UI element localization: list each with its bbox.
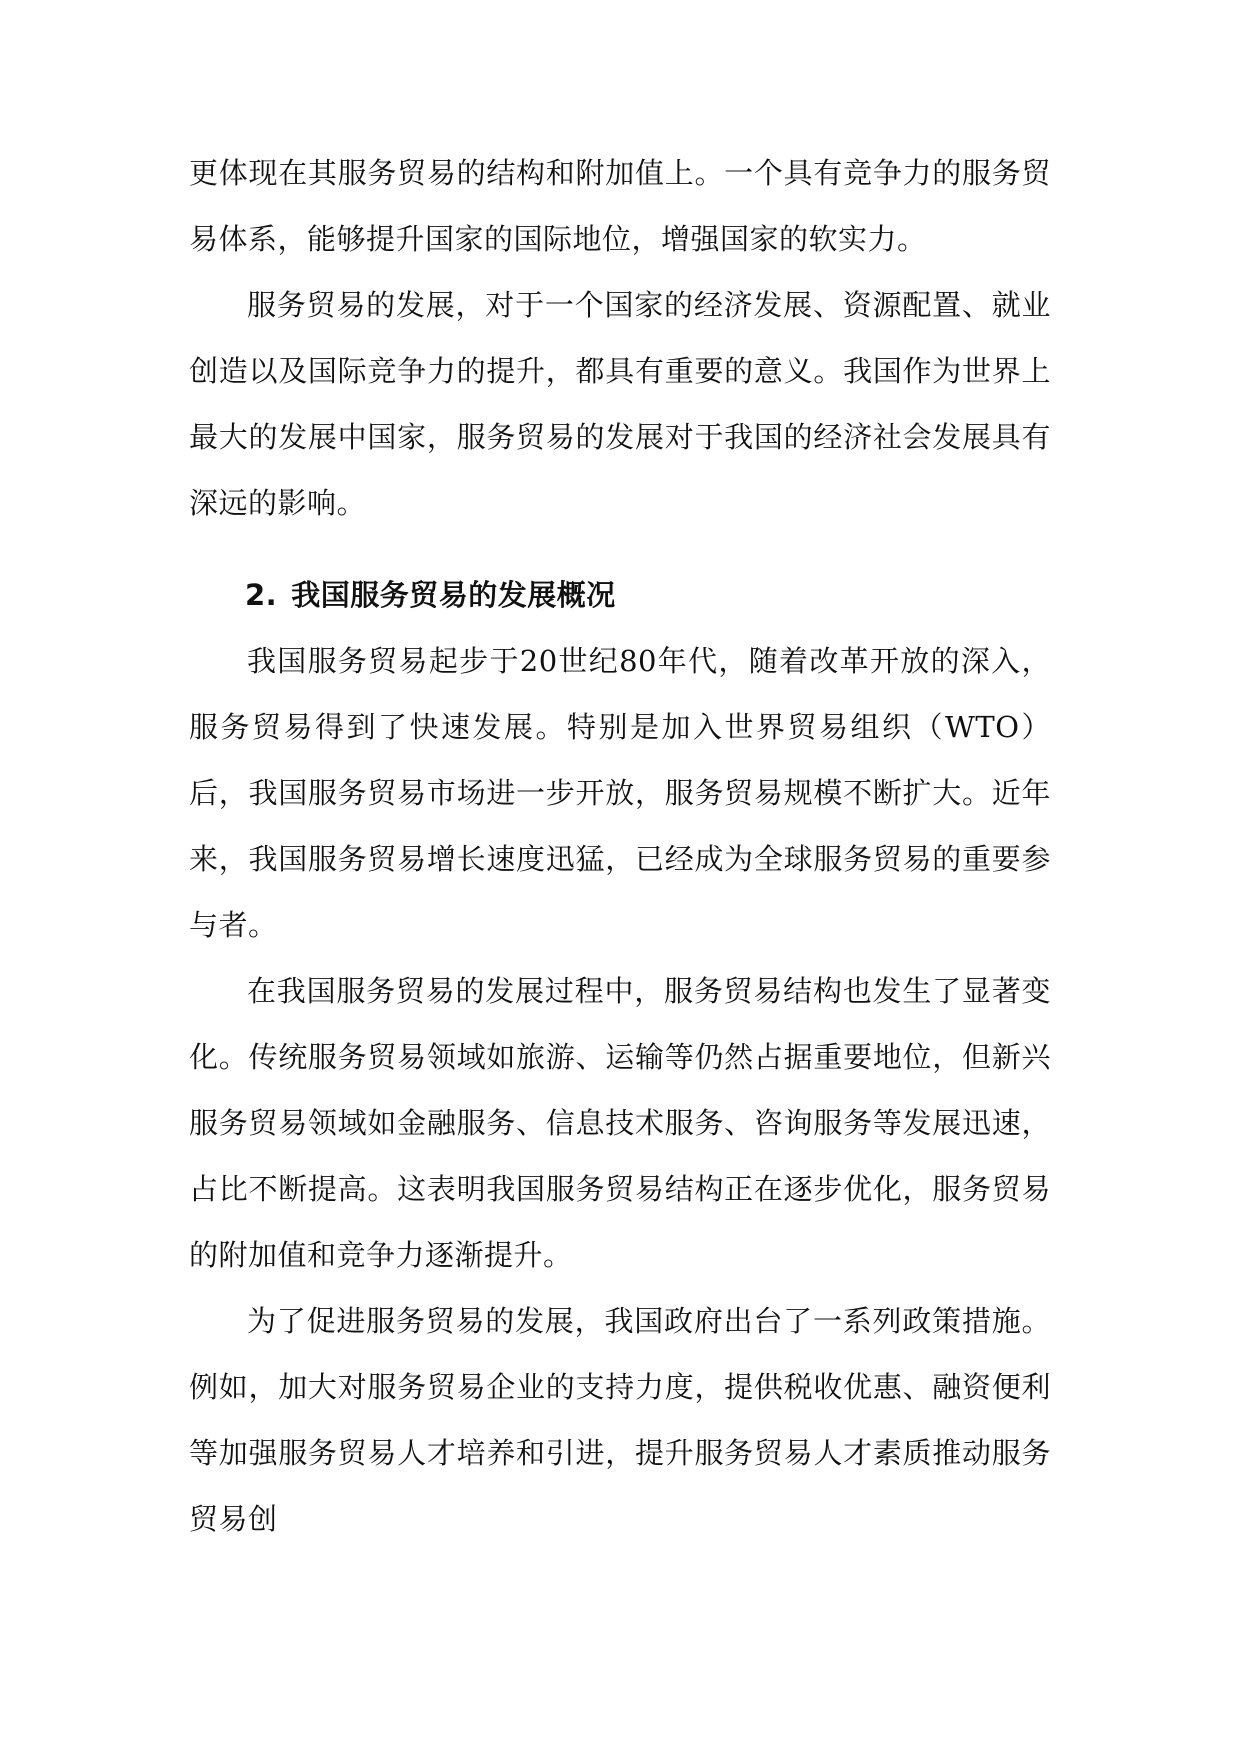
section-heading	[189, 562, 1051, 628]
document-body	[189, 140, 1051, 1552]
paragraph-overview: 我国服务贸易起步于20世纪80年代，随着改革开放的深入，服务贸易得到了快速发展。特别是加入世界贸易组织（WTO）后，我国服务贸易市场进一步开放，服务贸易规模不断扩大。近年来，我国服务贸易增长速度迅猛，已经成为全球服务贸易的重要参与者。	[189, 644, 1051, 942]
section-number: 2.	[245, 578, 278, 612]
section-title: 我国服务贸易的发展概况	[291, 578, 616, 612]
paragraph-significance: 服务贸易的发展，对于一个国家的经济发展、资源配置、就业创造以及国际竞争力的提升，都具有重要的意义。我国作为世界上最大的发展中国家，服务贸易的发展对于我国的经济社会发展具有深远的影响。	[189, 288, 1051, 520]
paragraph-structure-change: 在我国服务贸易的发展过程中，服务贸易结构也发生了显著变化。传统服务贸易领域如旅游、运输等仍然占据重要地位，但新兴服务贸易领域如金融服务、信息技术服务、咨询服务等发展迅速，占比不断提高。这表明我国服务贸易结构正在逐步优化，服务贸易的附加值和竞争力逐渐提升。	[189, 974, 1051, 1272]
paragraph-continuation: 更体现在其服务贸易的结构和附加值上。一个具有竞争力的服务贸易体系，能够提升国家的国际地位，增强国家的软实力。	[189, 156, 1051, 256]
paragraph-policy-measures: 为了促进服务贸易的发展，我国政府出台了一系列政策措施。例如，加大对服务贸易企业的支持力度，提供税收优惠、融资便利等加强服务贸易人才培养和引进，提升服务贸易人才素质推动服务贸易创	[189, 1304, 1051, 1536]
